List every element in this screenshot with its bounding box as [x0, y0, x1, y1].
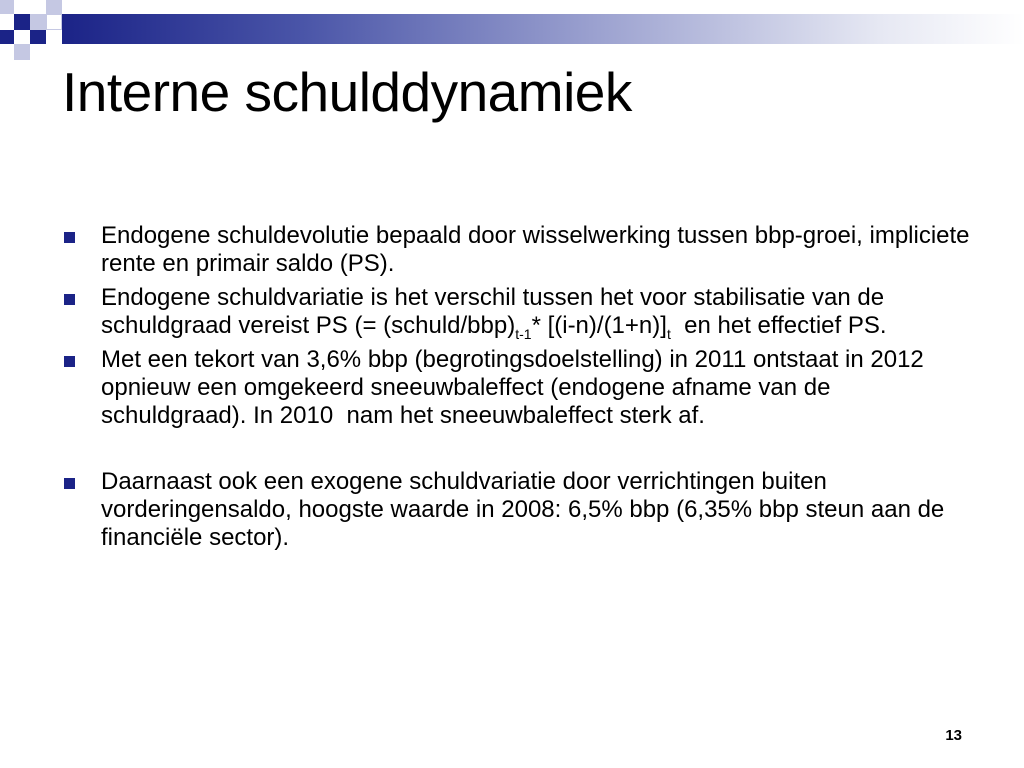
page-number: 13	[945, 727, 962, 744]
deco-square	[0, 30, 14, 44]
bullet-text-part: * [(i-n)/(1+n)]	[531, 312, 667, 339]
bullet-item	[62, 284, 982, 340]
deco-square	[46, 14, 62, 30]
bullet-text-part: Endogene schuldvariatie is het verschil tussen het voor stabilisatie van de schuldgraad vereist PS (= (schuld/bbp)	[101, 284, 885, 339]
bullet-text: Endogene schuldevolutie bepaald door wisselwerking tussen bbp-groei, impliciete rente en primair saldo (PS).	[101, 222, 970, 277]
bullet-text: Daarnaast ook een exogene schuldvariatie door verrichtingen buiten vorderingensaldo, hoogste waarde in 2008: 6,5% bbp (6,35% bbp steun aan de financiële sector).	[101, 468, 945, 551]
square-bullet-icon	[64, 478, 75, 489]
slide-title: Interne schulddynamiek	[62, 61, 632, 123]
deco-square	[30, 30, 46, 44]
square-bullet-icon	[64, 294, 75, 305]
bullet-list	[62, 222, 982, 558]
bullet-text: Met een tekort van 3,6% bbp (begrotingsdoelstelling) in 2011 ontstaat in 2012 opnieuw een omgekeerd sneeuwbaleffect (endogene afname van de schuldgraad). In 2010 nam het sneeuwbaleffect sterk af.	[101, 346, 931, 429]
bullet-item	[62, 222, 982, 278]
bullet-item	[62, 468, 982, 552]
square-bullet-icon	[64, 232, 75, 243]
subscript: t	[666, 325, 671, 342]
deco-square	[0, 0, 14, 14]
bullet-text	[101, 284, 887, 342]
deco-square	[14, 44, 30, 60]
header-gradient-bar	[62, 14, 1024, 44]
deco-square	[30, 14, 46, 30]
deco-square	[14, 0, 46, 14]
bullet-text-part: en het effectief PS.	[670, 312, 887, 339]
subscript: t-1	[515, 325, 532, 342]
deco-square	[46, 0, 62, 14]
bullet-item	[62, 346, 982, 430]
deco-square	[14, 14, 30, 30]
square-bullet-icon	[64, 356, 75, 367]
